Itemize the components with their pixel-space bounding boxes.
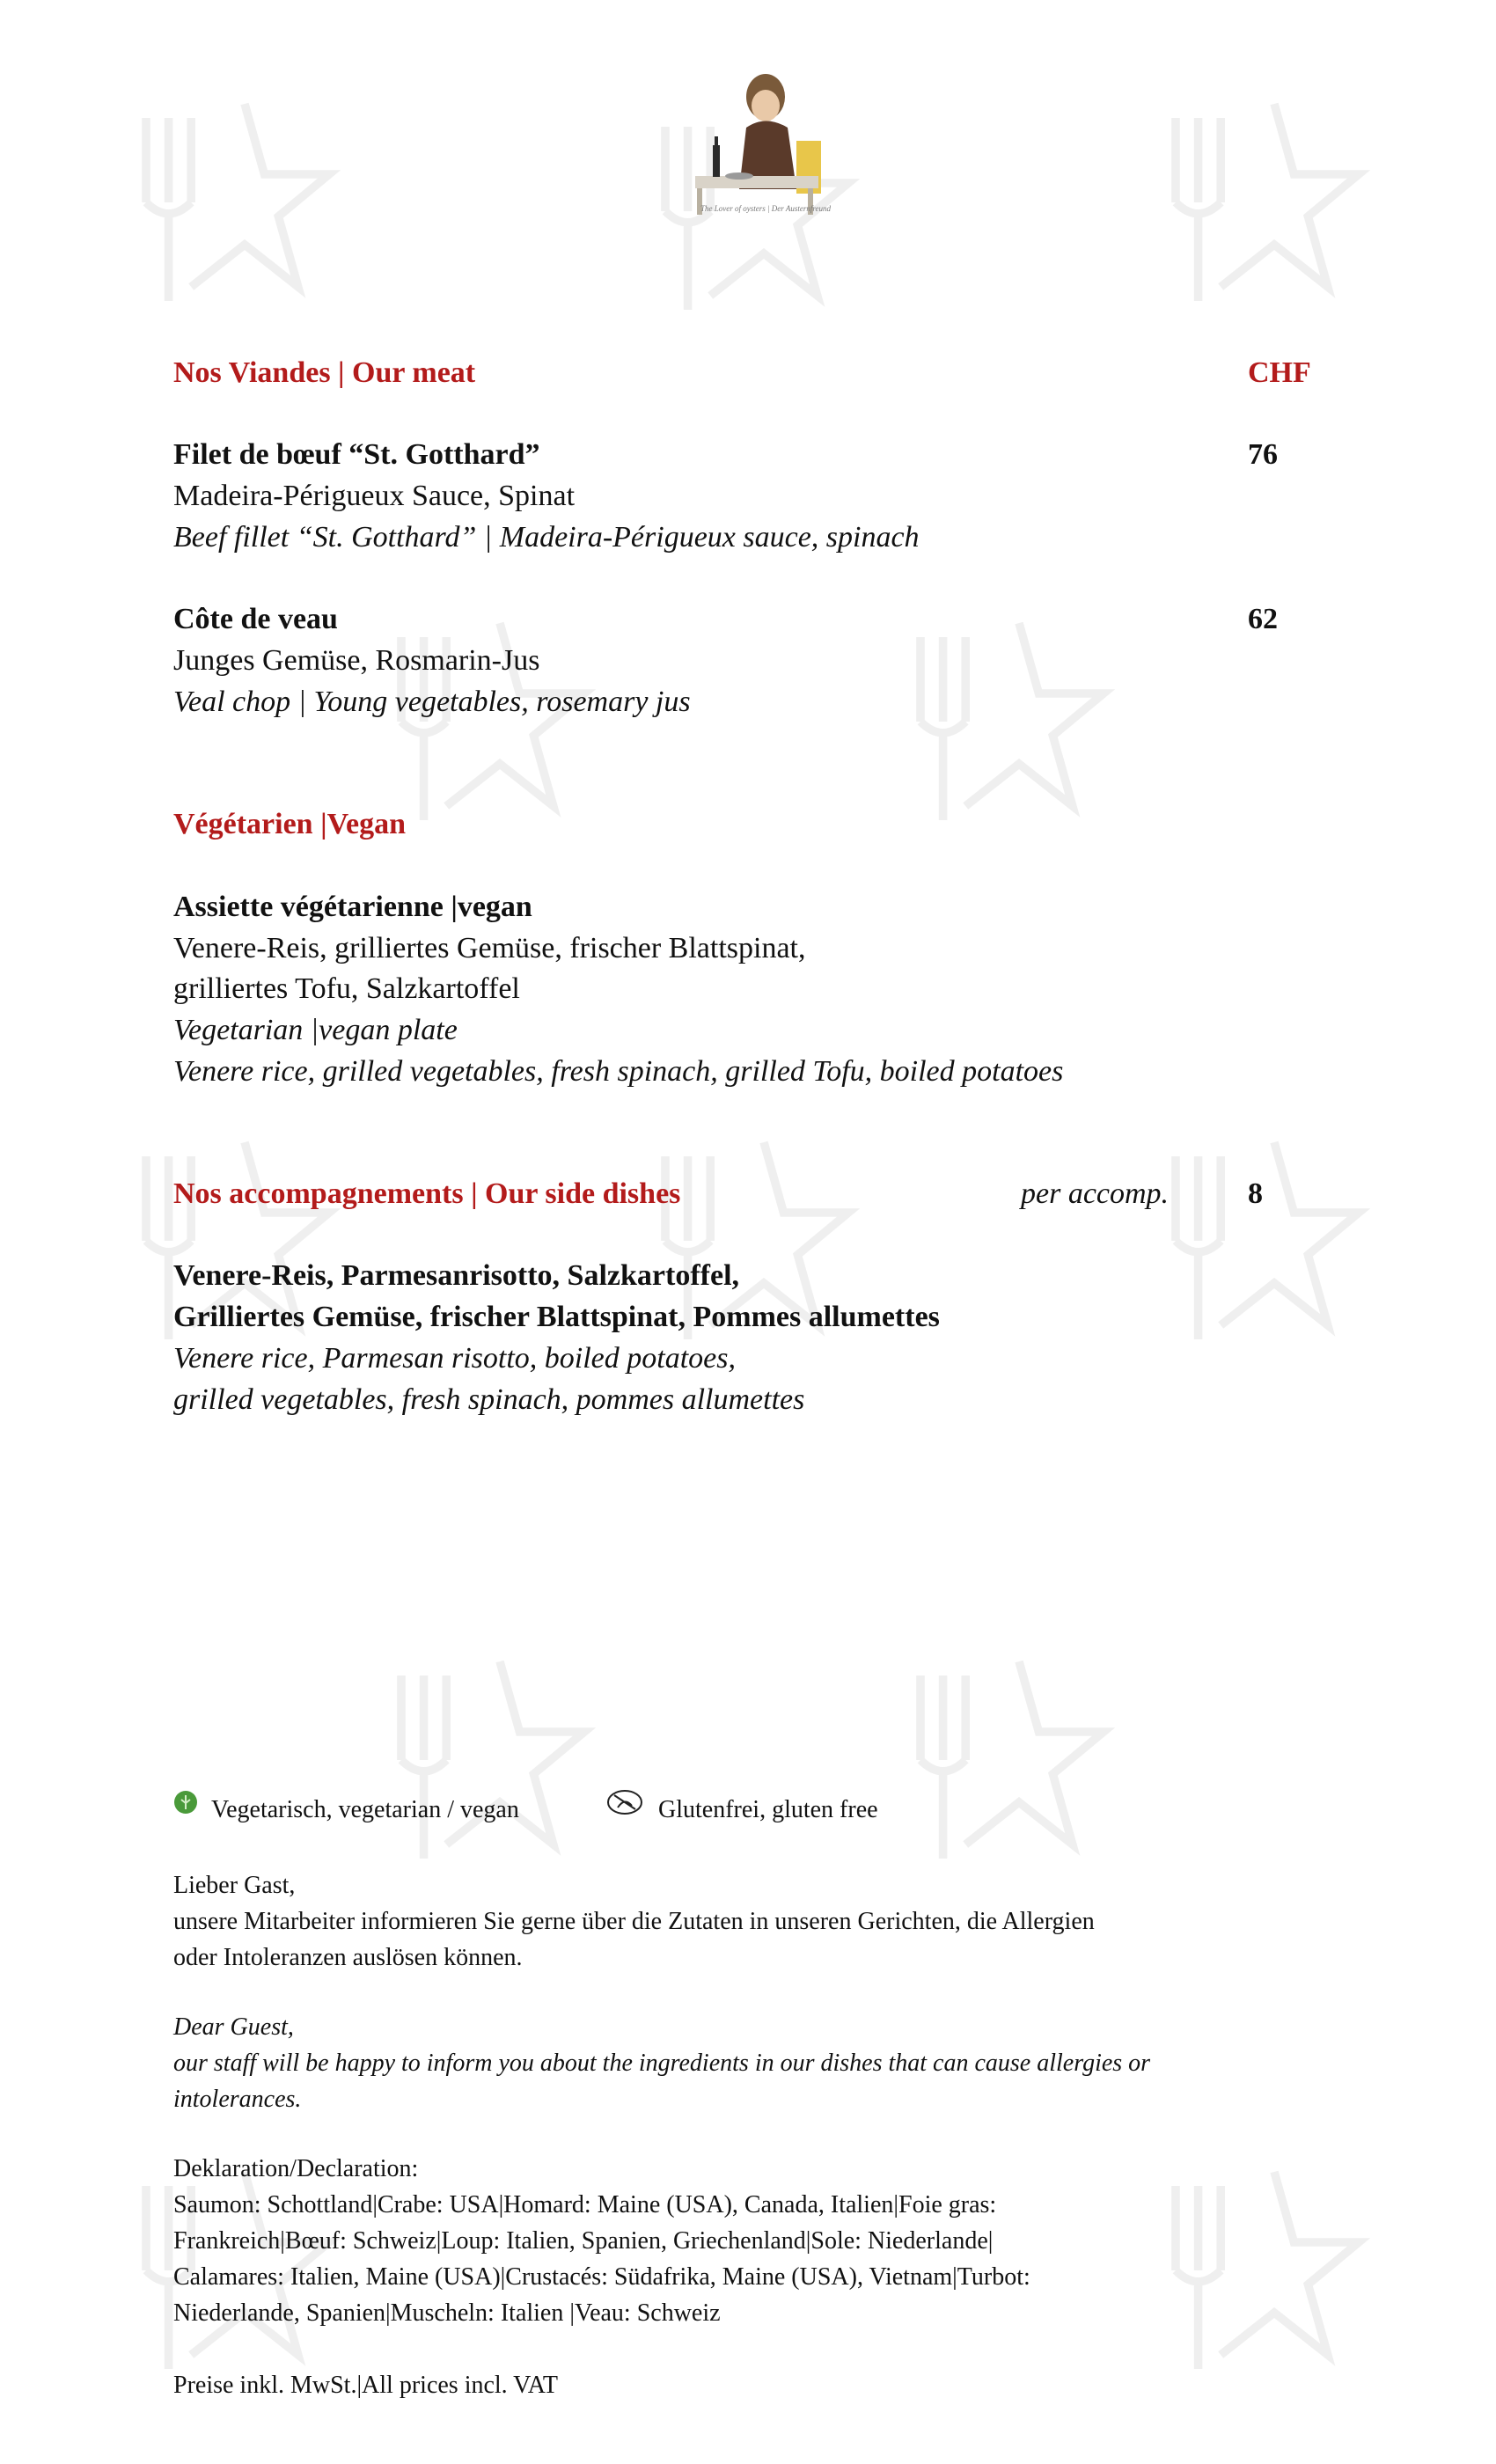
vegetarian-leaf-icon bbox=[173, 1790, 198, 1815]
note-text-en: intolerances. bbox=[173, 2086, 302, 2113]
watermark-logo-icon bbox=[1091, 2130, 1373, 2411]
watermark-logo-icon bbox=[581, 1100, 862, 1382]
watermark-logo-icon bbox=[1091, 62, 1373, 343]
note-greeting-en: Dear Guest, bbox=[173, 2013, 294, 2041]
legend-gluten-free-label: Glutenfrei, gluten free bbox=[658, 1796, 878, 1823]
note-text-de: oder Intoleranzen auslösen können. bbox=[173, 1944, 523, 1971]
sides-list-de: Grilliertes Gemüse, frischer Blattspinat, Pommes allumettes bbox=[173, 1301, 940, 1333]
vat-note: Preise inkl. MwSt.|All prices incl. VAT bbox=[173, 2372, 559, 2399]
section-title-sides: Nos accompagnements | Our side dishes bbox=[173, 1177, 681, 1210]
dish-description-en: Beef fillet “St. Gotthard” | Madeira-Périgueux sauce, spinach bbox=[173, 521, 920, 554]
declaration-text: Saumon: Schottland|Crabe: USA|Homard: Maine (USA), Canada, Italien|Foie gras: bbox=[173, 2191, 997, 2218]
currency-label: CHF bbox=[1248, 356, 1311, 389]
dish-description-en: Venere rice, grilled vegetables, fresh spinach, grilled Tofu, boiled potatoes bbox=[173, 1055, 1064, 1088]
note-text-de: unsere Mitarbeiter informieren Sie gerne über die Zutaten in unseren Gerichten, die Allergien bbox=[173, 1908, 1095, 1935]
dish-name: Assiette végétarienne |vegan bbox=[173, 891, 532, 923]
dish-name: Côte de veau bbox=[173, 603, 338, 635]
dish-price: 62 bbox=[1248, 603, 1278, 635]
gluten-free-icon bbox=[605, 1788, 644, 1816]
section-title-vegetarian: Végétarien |Vegan bbox=[173, 808, 407, 840]
declaration-text: Calamares: Italien, Maine (USA)|Crustacés: Südafrika, Maine (USA), Vietnam|Turbot: bbox=[173, 2263, 1030, 2291]
declaration-text: Niederlande, Spanien|Muscheln: Italien |Veau: Schweiz bbox=[173, 2299, 721, 2327]
sides-price: 8 bbox=[1248, 1177, 1263, 1210]
dish-description-de: Junges Gemüse, Rosmarin-Jus bbox=[173, 644, 540, 677]
declaration-text: Frankreich|Bœuf: Schweiz|Loup: Italien, Spanien, Griechenland|Sole: Niederlande| bbox=[173, 2227, 994, 2255]
sides-list-en: Venere rice, Parmesan risotto, boiled potatoes, bbox=[173, 1342, 736, 1375]
sides-list-de: Venere-Reis, Parmesanrisotto, Salzkartoffel, bbox=[173, 1259, 740, 1292]
watermark-logo-icon bbox=[62, 1100, 343, 1382]
dish-name: Filet de bœuf “St. Gotthard” bbox=[173, 438, 540, 471]
section-title-meat: Nos Viandes | Our meat bbox=[173, 356, 476, 389]
legend-vegetarian-label: Vegetarisch, vegetarian / vegan bbox=[211, 1796, 519, 1823]
declaration-title: Deklaration/Declaration: bbox=[173, 2155, 419, 2182]
dish-description-en: Veal chop | Young vegetables, rosemary jus bbox=[173, 686, 691, 718]
sides-list-en: grilled vegetables, fresh spinach, pommes allumettes bbox=[173, 1383, 805, 1416]
dish-description-en: Vegetarian |vegan plate bbox=[173, 1014, 458, 1046]
dish-description-de: Madeira-Périgueux Sauce, Spinat bbox=[173, 480, 576, 512]
dish-description-de: grilliertes Tofu, Salzkartoffel bbox=[173, 972, 520, 1005]
watermark-logo-icon bbox=[1091, 1100, 1373, 1382]
watermark-logo-icon bbox=[62, 62, 343, 343]
note-greeting-de: Lieber Gast, bbox=[173, 1872, 296, 1899]
illustration-caption: The Lover of oysters | Der Austernfreund bbox=[700, 204, 831, 213]
per-accomp-label: per accomp. bbox=[1021, 1177, 1170, 1210]
watermark-logo-icon bbox=[836, 581, 1118, 862]
watermark-logo-icon bbox=[317, 1619, 598, 1901]
dish-price: 76 bbox=[1248, 438, 1278, 471]
dish-description-de: Venere-Reis, grilliertes Gemüse, frischer Blattspinat, bbox=[173, 932, 806, 964]
note-text-en: our staff will be happy to inform you about the ingredients in our dishes that can cause allergies or bbox=[173, 2050, 1151, 2077]
watermark-logo-icon bbox=[836, 1619, 1118, 1901]
